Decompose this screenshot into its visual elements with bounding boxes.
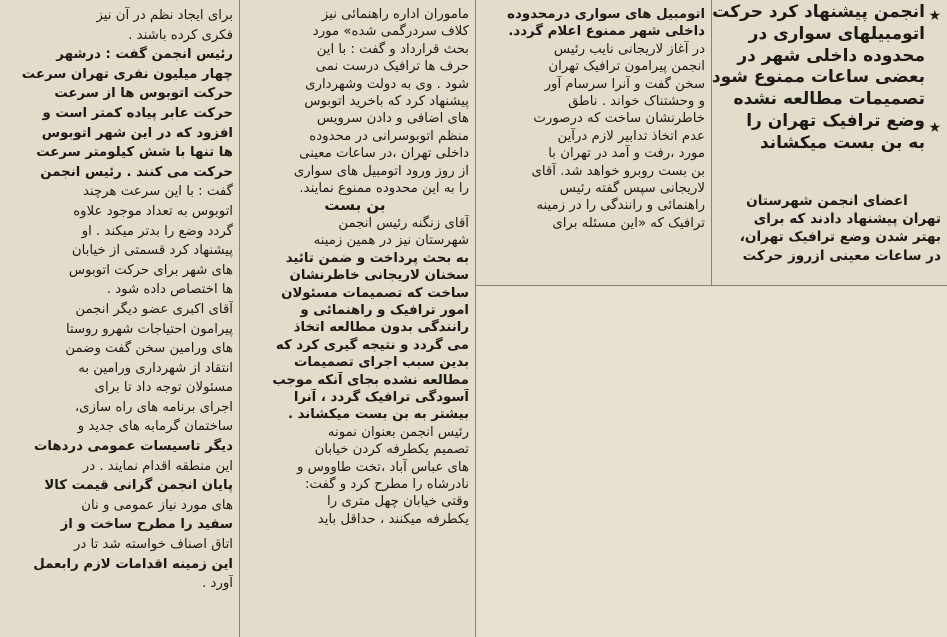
text-line: و وحشتناک خواند . ناطق — [568, 94, 705, 110]
text-line: آقای اکبری عضو دیگر انجمن — [75, 301, 233, 317]
text-line: اتوبوس به تعداد موجود علاوه — [73, 203, 233, 219]
text-line: حرکت اتوبوس ها از سرعت — [54, 86, 233, 102]
column-divider — [711, 0, 712, 285]
text-line: انتقاد از شهرداری ورامین به — [78, 360, 233, 376]
text-line: چهار میلیون نفری تهران سرعت — [21, 66, 233, 82]
text-line: را به این محدوده ممنوع نمایند. — [299, 181, 469, 197]
text-line: در ساعات معینی ازروز حرکت — [742, 247, 941, 264]
text-line: از روز ورود اتومبیل های سواری — [293, 163, 469, 179]
text-line: حرف ها ترافیک درست نمی — [315, 59, 469, 75]
text-line: پیشنهاد کرد که باخرید اتوبوس — [304, 94, 469, 110]
text-line: گفت : با این سرعت هرچند — [82, 184, 233, 200]
text-column-3 — [235, 2, 475, 637]
text-line: تصمیم یکطرفه کردن خیابان — [314, 442, 469, 458]
headline-line: بعضی ساعات ممنوع شود — [711, 67, 925, 88]
text-line: داخلی شهر ممنوع اعلام گردد. — [508, 24, 705, 40]
text-line: های شهر برای حرکت اتوبوس — [68, 262, 233, 278]
text-line: سخن گفت و آنرا سرسام آور — [544, 76, 705, 92]
text-line: های عباس آباد ،تخت طاووس و — [297, 459, 469, 475]
text-line: لاریجانی سپس گفته رئیس — [559, 181, 705, 197]
text-line: رانندگی بدون مطالعه اتخاذ — [293, 320, 469, 336]
text-line: حرکت عابر پیاده کمتر است و — [42, 105, 233, 121]
star-bullet-icon: ★ — [928, 8, 941, 24]
column-divider — [475, 0, 476, 637]
text-line: برای ایجاد نظم در آن نیز — [96, 8, 233, 23]
text-line: رئیس انجمن گفت : درشهر — [56, 47, 233, 63]
text-line: وقتی خیابان چهل متری را — [327, 494, 469, 510]
text-line: ها تنها با شش کیلومتر سرعت — [36, 145, 233, 161]
text-line: ترافیک که «این مسئله برای — [552, 215, 705, 231]
headline-line: اتومبیلهای سواری در — [748, 23, 925, 44]
text-column-2 — [471, 2, 711, 282]
text-line: تهران پیشنهاد دادند که برای — [753, 211, 941, 228]
headline-line: انجمن پیشنهاد کرد حرکت — [712, 2, 925, 22]
headline-line: تصمیمات مطالعه نشده — [733, 89, 925, 110]
text-line: در آغاز لاریجانی نایب رئیس — [553, 41, 705, 57]
text-line: پیشنهاد کرد قسمتی از خیابان — [71, 243, 233, 259]
text-line: امور ترافیک و راهنمائی و — [300, 302, 469, 318]
intro-column — [707, 188, 947, 265]
text-line: داخلی تهران ،در ساعات معینی — [299, 146, 469, 162]
text-line: بیشتر به بن بست میکشاند . — [287, 407, 469, 423]
text-line: حرکت می کنند . رئیس انجمن — [40, 164, 233, 180]
text-line: دیگر تاسیسات عمومی دردهات — [34, 439, 233, 455]
text-line: مطالعه نشده بجای آنکه موجب — [272, 372, 469, 388]
text-line: اتاق اصناف خواسته شد تا در — [73, 537, 233, 553]
text-line: سخنان لاریجانی خاطرنشان — [289, 268, 469, 284]
text-line: ها اختصاص داده شود . — [106, 282, 233, 298]
article-headline — [675, 2, 925, 155]
text-line: بهتر شدن وضع ترافیک تهران، — [739, 229, 941, 246]
text-line: های ورامین سخن گفت وضمن — [65, 341, 233, 357]
section-subhead: بن بست — [324, 196, 386, 215]
text-line: سفید را مطرح ساخت و از — [60, 517, 233, 533]
text-line: می گردد و نتیجه گیری کرد که — [275, 337, 469, 353]
text-line: اعضای انجمن شهرستان — [746, 193, 908, 209]
text-line: راهنمائی و رانندگی را در زمینه — [536, 198, 705, 214]
text-line: پایان انجمن گرانی قیمت کالا — [44, 478, 233, 494]
text-line: یکطرفه میکنند ، حداقل باید — [317, 511, 469, 527]
column-divider — [239, 0, 240, 637]
text-line: شهرستان نیز در همین زمینه — [313, 233, 469, 249]
text-line: بدین سبب اجرای تصمیمات — [294, 355, 469, 371]
text-line: آسودگی ترافیک گردد ، آنرا — [293, 389, 469, 405]
text-line: انجمن پیرامون ترافیک تهران — [548, 59, 705, 75]
text-line: به بحث پرداخت و ضمن تائید — [285, 250, 469, 266]
text-line: منظم اتوبوسرانی در محدوده — [309, 128, 469, 144]
text-line: آقای زنگنه رئیس انجمن — [338, 215, 469, 231]
star-bullet-icon: ★ — [928, 120, 941, 136]
text-line: کلاف سردرگمی شده» مورد — [312, 24, 469, 40]
text-line: های مورد نیاز عمومی و نان — [81, 497, 233, 513]
text-line: اتومبیل های سواری درمحدوده — [507, 7, 705, 22]
text-line: گردد وضع را بدتر میکند . او — [81, 223, 233, 239]
text-line: اجرای برنامه های راه سازی، — [74, 399, 233, 415]
text-line: های اضافی و دادن سرویس — [316, 111, 469, 127]
text-line: رئیس انجمن بعنوان نمونه — [327, 424, 469, 440]
text-line: ساخت که تصمیمات مسئولان — [281, 285, 469, 301]
text-line: این منطقه اقدام نمایند . در — [82, 458, 233, 474]
horizontal-divider — [475, 285, 947, 286]
headline-line: وضع ترافیک تهران را — [746, 110, 925, 131]
text-line: آورد . — [202, 576, 233, 592]
text-line: پیرامون احتیاجات شهرو روستا — [65, 321, 233, 337]
text-line: شود . وی به دولت وشهرداری — [305, 76, 469, 92]
text-line: بن بست روبرو خواهد شد. آقای — [531, 163, 705, 179]
text-line: نادرشاه را مطرح کرد و گفت: — [304, 476, 469, 492]
text-line: بحث قرارداد و گفت : با این — [316, 41, 469, 57]
text-line: ماموران اداره راهنمائی نیز — [321, 7, 469, 22]
text-line: افزود که در این شهر اتوبوس — [41, 125, 233, 141]
text-line: این زمینه اقدامات لازم رابعمل — [33, 556, 233, 572]
text-line: عدم اتخاذ تدابیر لازم درآین — [557, 128, 705, 144]
text-column-4 — [0, 2, 239, 637]
text-line: مسئولان توجه داد تا برای — [94, 380, 233, 396]
headline-line: به بن بست میکشاند — [759, 132, 925, 153]
text-line: ساختمان گرمابه های جدید و — [77, 419, 233, 435]
text-line: خاطرنشان ساخت که درصورت — [533, 111, 705, 127]
text-line: فکری کرده باشند . — [128, 27, 233, 43]
faded-blank-area — [475, 285, 947, 637]
headline-line: محدوده داخلی شهر در — [737, 45, 925, 66]
text-line: مورد ،رفت و آمد در تهران با — [548, 146, 705, 162]
